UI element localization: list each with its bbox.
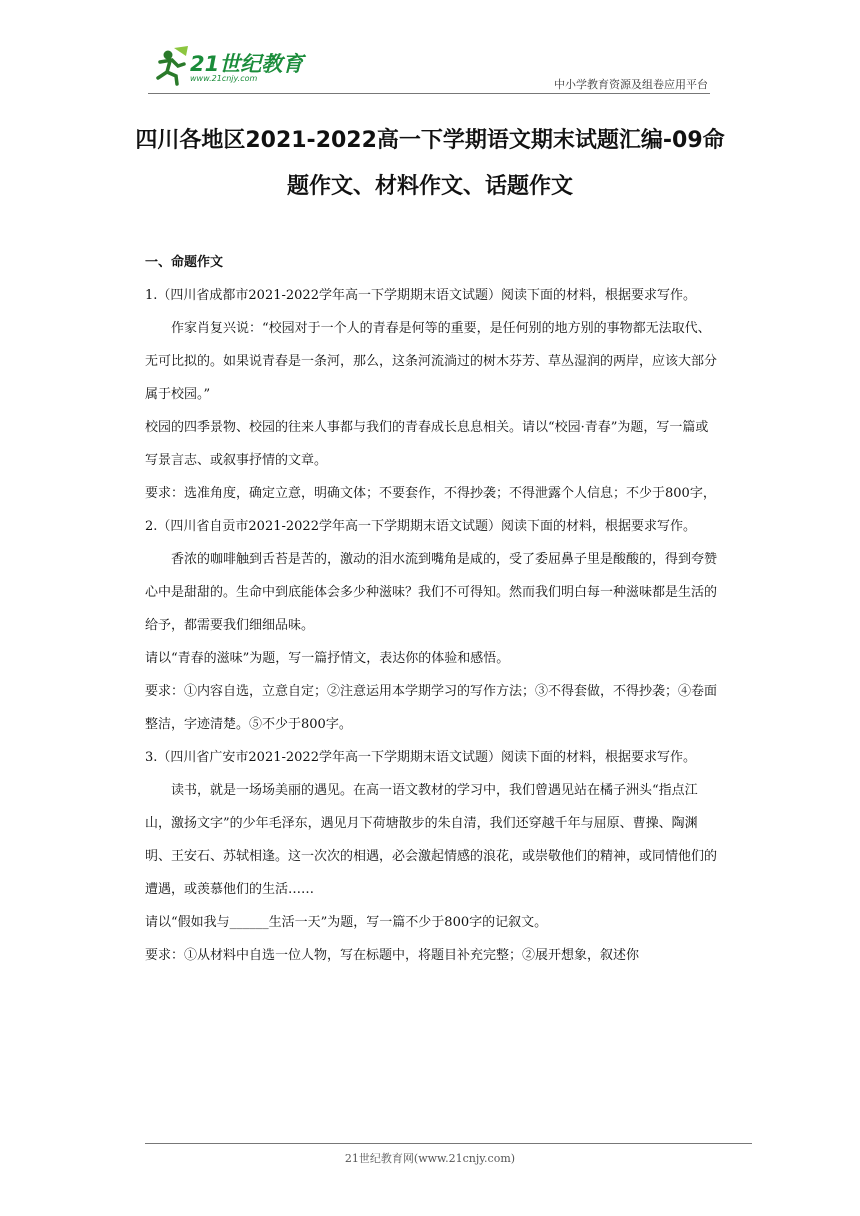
footer-divider: [145, 1143, 752, 1144]
question-1-requirements: 要求：选准角度，确定立意，明确文体；不要套作，不得抄袭；不得泄露个人信息；不少于800字，: [145, 486, 716, 501]
logo-text: 21世纪教育: [190, 52, 304, 76]
runner-logo-icon: [150, 46, 190, 86]
title-line-1: 四川各地区2021-2022高一下学期语文期末试题汇编-09命: [135, 128, 725, 153]
document-body: [145, 246, 717, 972]
question-2-task: 请以“青春的滋味”为题，写一篇抒情文，表达你的体验和感悟。: [145, 651, 510, 666]
page-footer[interactable]: 21世纪教育网(www.21cnjy.com): [344, 1152, 516, 1165]
question-3-material: 读书，就是一场场美丽的遇见。在高一语文教材的学习中，我们曾遇见站在橘子洲头“指点江山，激扬文字”的少年毛泽东，遇见月下荷塘散步的朱自清，我们还穿越千年与屈原、曹操、陶渊明、王安石、苏轼相逢。这一次次的相遇，必会激起情感的浪花，或崇敬他们的精神，或同情他们的遭遇，或羡慕他们的生活……: [145, 783, 718, 897]
question-1-task: 校园的四季景物、校园的往来人事都与我们的青春成长息息相关。请以“校园·青春”为题，写一篇或写景言志、或叙事抒情的文章。: [145, 420, 709, 468]
logo-url: www.21cnjy.com: [190, 74, 258, 83]
question-3-stem: 3.（四川省广安市2021-2022学年高一下学期期末语文试题）阅读下面的材料，根据要求写作。: [145, 750, 696, 765]
section-heading: 一、命题作文: [145, 255, 224, 270]
document-title: [130, 118, 730, 210]
title-line-2: 题作文、材料作文、话题作文: [286, 174, 573, 199]
question-1-material: 作家肖复兴说：“校园对于一个人的青春是何等的重要，是任何别的地方别的事物都无法取代、无可比拟的。如果说青春是一条河，那么，这条河流淌过的树木芬芳、草丛湿润的两岸，应该大部分属于校园。”: [145, 321, 718, 402]
question-3-requirements: 要求：①从材料中自选一位人物，写在标题中，将题目补充完整；②展开想象，叙述你: [145, 948, 640, 963]
question-2-material: 香浓的咖啡触到舌苔是苦的，激动的泪水流到嘴角是咸的，受了委屈鼻子里是酸酸的，得到夸赞心中是甜甜的。生命中到底能体会多少种滋味？我们不可得知。然而我们明白每一种滋味都是生活的给予，都需要我们细细品味。: [145, 552, 718, 633]
page-header: [0, 0, 860, 100]
question-2-stem: 2.（四川省自贡市2021-2022学年高一下学期期末语文试题）阅读下面的材料，根据要求写作。: [145, 519, 696, 534]
question-3-task: 请以“假如我与______生活一天”为题，写一篇不少于800字的记叙文。: [145, 915, 548, 930]
platform-label: 中小学教育资源及组卷应用平台: [554, 78, 708, 91]
header-divider: [148, 93, 710, 94]
site-logo[interactable]: [150, 40, 310, 92]
question-2-requirements: 要求：①内容自选，立意自定；②注意运用本学期学习的写作方法；③不得套做，不得抄袭；④卷面整洁，字迹清楚。⑤不少于800字。: [145, 684, 718, 732]
question-1-stem: 1.（四川省成都市2021-2022学年高一下学期期末语文试题）阅读下面的材料，根据要求写作。: [145, 288, 696, 303]
